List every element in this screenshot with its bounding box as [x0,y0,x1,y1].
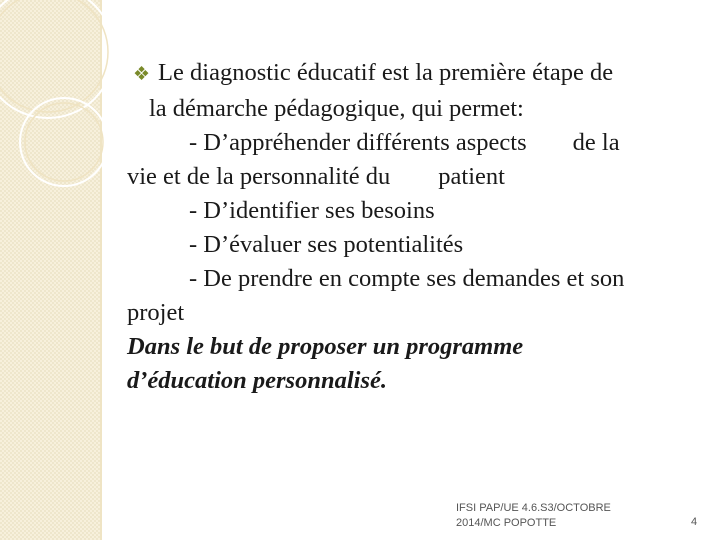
bullet-line-1 [127,56,697,92]
body-text-line: - D’appréhender différents aspects [189,129,527,156]
body-text-line: vie et de la personnalité du [127,163,391,190]
footer-line-2: 2014/MC POPOTTE [456,517,557,529]
conclusion-text: d’éducation personnalisé. [127,367,387,394]
body-text-line: de la [572,129,620,156]
body-line-6 [127,228,697,262]
body-text-line: - De prendre en compte ses demandes et son [189,265,625,292]
conclusion-line-1 [127,330,697,364]
footer-source [456,501,611,531]
body-text-line: la démarche pédagogique, qui permet: [149,95,524,122]
body-line-5 [127,194,697,228]
conclusion-text: Dans le but de proposer un programme [127,333,524,360]
footer-line-1: IFSI PAP/UE 4.6.S3/OCTOBRE [456,502,611,514]
body-line-4 [127,160,697,194]
page-number: 4 [691,516,698,528]
body-text-line: patient [438,163,505,190]
slide-body [127,56,697,398]
conclusion-line-2 [127,364,697,398]
body-text-line: - D’évaluer ses potentialités [189,231,464,258]
body-text-line: - D’identifier ses besoins [189,197,435,224]
body-line-8 [127,296,697,330]
body-text-line: Le diagnostic éducatif est la première étape de [158,59,614,86]
body-line-2 [127,92,697,126]
diamond-bullet-icon: ❖ [133,64,151,85]
body-text-line: projet [127,299,185,326]
deco-circle-small [20,98,108,186]
deco-circle-large-inner [0,0,108,112]
body-line-7 [127,262,697,296]
deco-circle-small-inner [25,103,103,181]
body-line-3 [127,126,697,160]
